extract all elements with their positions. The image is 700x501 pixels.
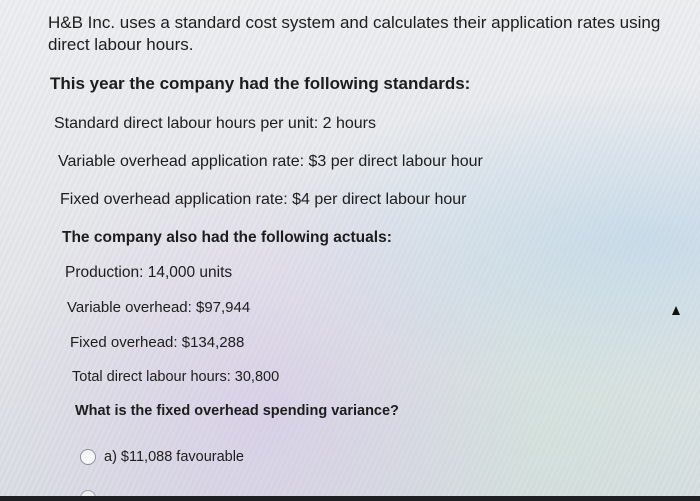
- total-hours-line: Total direct labour hours: 30,800: [72, 369, 280, 385]
- variable-overhead-line: Variable overhead: $97,944: [67, 299, 251, 316]
- mouse-cursor-icon: [672, 306, 680, 315]
- production-line: Production: 14,000 units: [65, 264, 233, 281]
- standard-hours-line: Standard direct labour hours per unit: 2 hours: [54, 115, 376, 132]
- screen-bottom-edge: [0, 496, 700, 501]
- variable-rate-line: Variable overhead application rate: $3 per direct labour hour: [58, 153, 483, 170]
- fixed-rate-line: Fixed overhead application rate: $4 per direct labour hour: [60, 191, 467, 208]
- answer-option-a[interactable]: [80, 449, 244, 465]
- actuals-heading: The company also had the following actuals:: [62, 229, 392, 246]
- radio-button-a[interactable]: [80, 449, 96, 465]
- fixed-overhead-line: Fixed overhead: $134,288: [70, 334, 245, 351]
- answer-option-a-label: a) $11,088 favourable: [104, 449, 245, 465]
- standards-heading: This year the company had the following standards:: [50, 74, 471, 93]
- question-prompt: What is the fixed overhead spending variance?: [75, 403, 399, 419]
- question-intro: H&B Inc. uses a standard cost system and calculates their application rates using direct labour hours.: [48, 13, 661, 54]
